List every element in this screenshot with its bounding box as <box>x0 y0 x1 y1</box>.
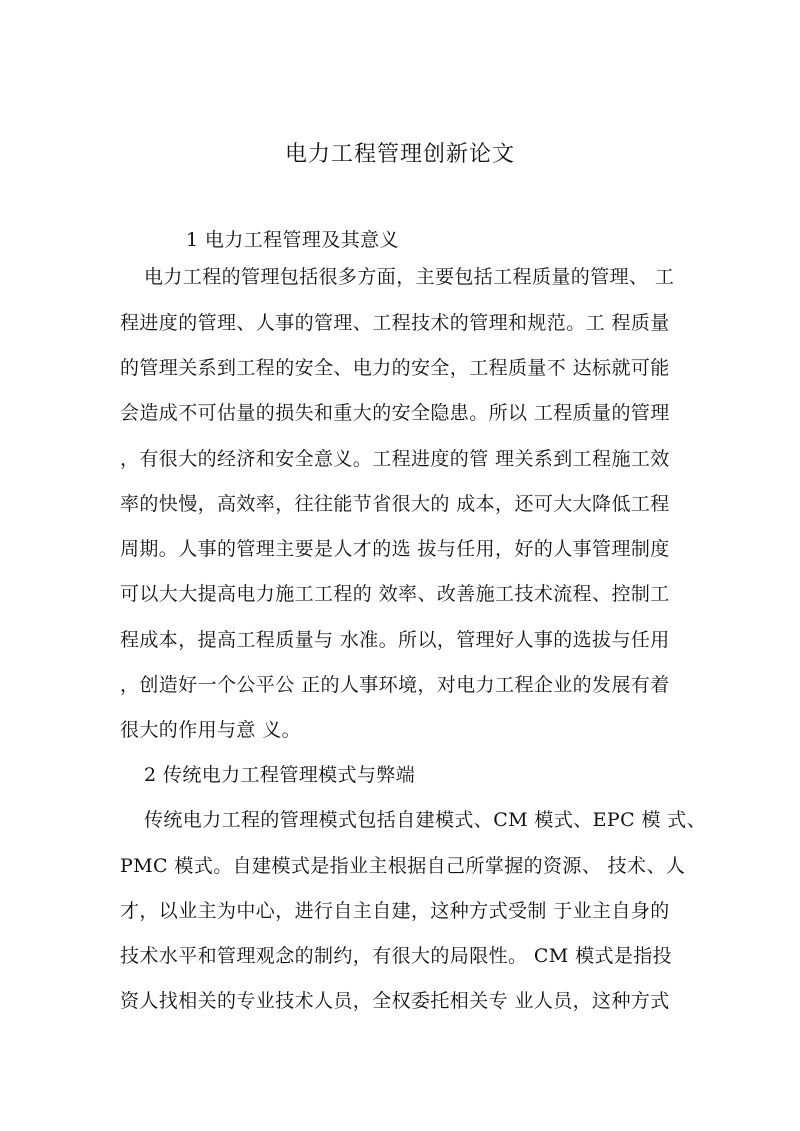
section2-line-4: 技术水平和管理观念的制约，有很大的局限性。 CM 模式是指投 <box>120 945 673 967</box>
section1-line-9: 程成本，提高工程质量与 水准。所以，管理好人事的选拔与任用 <box>120 629 670 651</box>
section2-line-2: PMC 模式。自建模式是指业主根据自己所掌握的资源、 技术、人 <box>120 855 686 877</box>
section1-heading: 1 电力工程管理及其意义 <box>186 229 399 251</box>
section2-line-1: 传统电力工程的管理模式包括自建模式、CM 模式、EPC 模 式、 <box>144 809 707 831</box>
section1-line-1: 电力工程的管理包括很多方面，主要包括工程质量的管理、 工 <box>144 266 675 288</box>
section2-heading: 2 传统电力工程管理模式与弊端 <box>144 764 416 786</box>
section1-line-3: 的管理关系到工程的安全、电力的安全，工程质量不 达标就可能 <box>120 357 670 379</box>
section1-line-4: 会造成不可估量的损失和重大的安全隐患。所以 工程质量的管理 <box>120 402 670 424</box>
section1-line-10: ，创造好一个公平公 正的人事环境，对电力工程企业的发展有着 <box>120 674 670 696</box>
section1-line-8: 可以大大提高电力施工工程的 效率、改善施工技术流程、控制工 <box>120 583 670 605</box>
section1-line-7: 周期。人事的管理主要是人才的选 拔与任用，好的人事管理制度 <box>120 538 670 560</box>
section2-line-3: 才，以业主为中心，进行自主自建，这种方式受制 于业主自身的 <box>120 900 670 922</box>
section1-line-5: ，有很大的经济和安全意义。工程进度的管 理关系到工程施工效 <box>120 448 670 470</box>
section2-line-5: 资人找相关的专业技术人员，全权委托相关专 业人员，这种方式 <box>120 990 670 1012</box>
section1-line-6: 率的快慢，高效率，往往能节省很大的 成本，还可大大降低工程 <box>120 493 670 515</box>
section1-line-11: 很大的作用与意 义。 <box>120 719 302 741</box>
document-title: 电力工程管理创新论文 <box>284 142 515 167</box>
section1-line-2: 程进度的管理、人事的管理、工程技术的管理和规范。工 程质量 <box>120 312 670 334</box>
